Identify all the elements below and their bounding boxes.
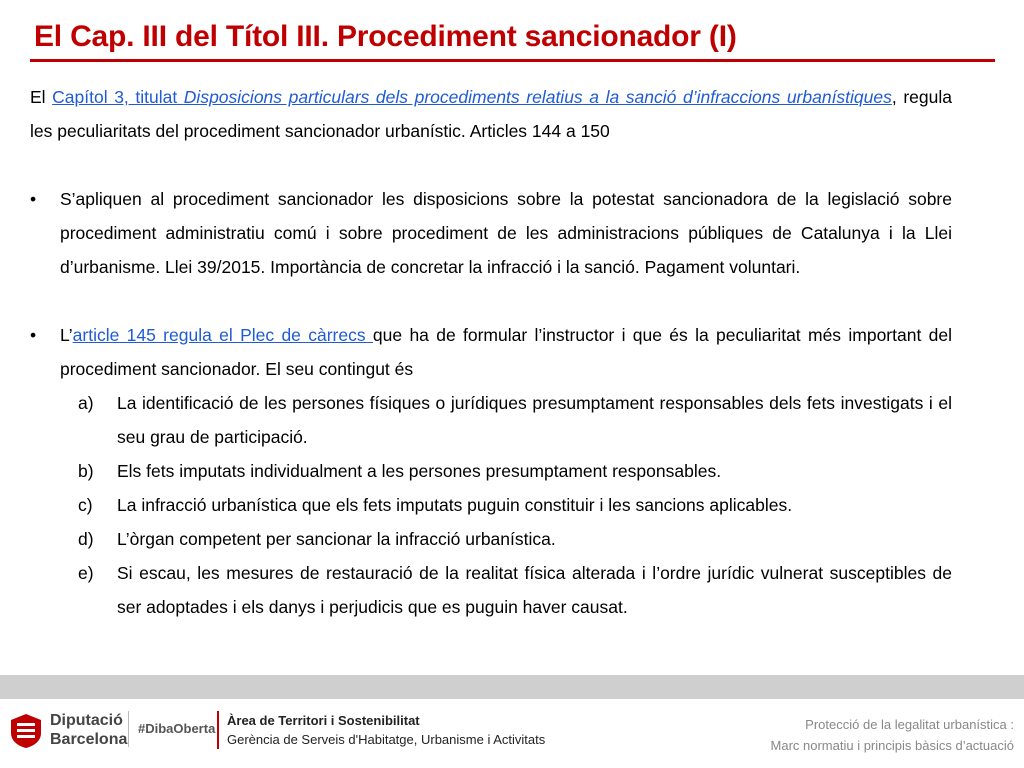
area-subtitle: Gerència de Serveis d'Habitatge, Urbanisme i Activitats	[227, 732, 546, 747]
logo-line-2: Barcelona	[50, 731, 128, 748]
list-item	[78, 454, 952, 488]
hashtag: #DibaOberta	[128, 711, 215, 747]
bullet-text	[60, 318, 952, 386]
footer-presentation-title	[771, 714, 1014, 756]
list-item-letter: c)	[78, 495, 93, 515]
intro-prefix: El	[30, 87, 53, 107]
list-item-letter: e)	[78, 563, 94, 583]
area-label	[217, 711, 545, 749]
article-145-link[interactable]: article 145 regula el Plec de càrrecs	[72, 325, 373, 345]
list-item	[78, 556, 952, 624]
title-underline	[30, 59, 995, 62]
bullet-symbol: •	[30, 325, 37, 345]
footer-right-line-2: Marc normatiu i principis bàsics d’actuació	[770, 738, 1014, 753]
area-title: Àrea de Territori i Sostenibilitat	[227, 713, 420, 728]
list-item-letter: d)	[78, 529, 94, 549]
logo-line-1: Diputació	[50, 712, 123, 729]
bullet-item	[30, 182, 952, 284]
list-item-text: Si escau, les mesures de restauració de la realitat física alterada i l’ordre jurídic vulnerat susceptibles de ser adoptades i els danys i perjudicis que es puguin haver causat.	[117, 563, 952, 617]
chapter-3-link[interactable]	[52, 87, 892, 107]
bullet-item	[30, 318, 952, 386]
diputacio-logo-icon	[8, 713, 44, 749]
list-item-text: Els fets imputats individualment a les persones presumptament responsables.	[117, 461, 722, 481]
list-item	[78, 522, 952, 556]
list-item-letter: b)	[78, 461, 94, 481]
intro-paragraph	[30, 80, 952, 148]
list-item-text: La identificació de les persones físiques o jurídiques presumptament responsables dels fets investigats i el seu grau de participació.	[117, 393, 952, 447]
bullet-text-rest: que ha de formular l’instructor i que és la peculiaritat més important del procediment sancionador. El seu contingut és	[60, 325, 952, 379]
footer-band	[0, 675, 1024, 699]
list-item	[78, 488, 952, 522]
bullet-symbol: •	[30, 189, 37, 209]
chapter-link-text: Capítol 3, titulat	[52, 87, 184, 107]
list-item-text: La infracció urbanística que els fets imputats puguin constituir i les sancions aplicables.	[117, 495, 793, 515]
footer-right-line-1: Protecció de la legalitat urbanística :	[805, 717, 1014, 732]
intro-suffix: , regula les peculiaritats del procediment sancionador urbanístic. Articles 144 a 150	[30, 87, 952, 141]
plec-contents-list	[78, 386, 952, 624]
slide-title: El Cap. III del Títol III. Procediment sancionador (I)	[34, 20, 737, 53]
list-item-letter: a)	[78, 393, 94, 413]
chapter-link-italic: Disposicions particulars dels procediments relatius a la sanció d’infraccions urbanístiques	[183, 87, 892, 107]
footer	[0, 699, 1024, 768]
diputacio-logo-text	[50, 711, 127, 749]
bullet-prefix: L’	[60, 325, 73, 345]
slide-body	[30, 80, 952, 624]
list-item	[78, 386, 952, 454]
bullet-text: S’apliquen al procediment sancionador les disposicions sobre la potestat sancionadora de la legislació sobre procediment administratiu comú i sobre procediment de les administracions públiques de Catalunya i la Llei d’urbanisme. Llei 39/2015. Importància de concretar la infracció i la sanció. Pagament voluntari.	[60, 189, 952, 277]
list-item-text: L’òrgan competent per sancionar la infracció urbanística.	[117, 529, 556, 549]
